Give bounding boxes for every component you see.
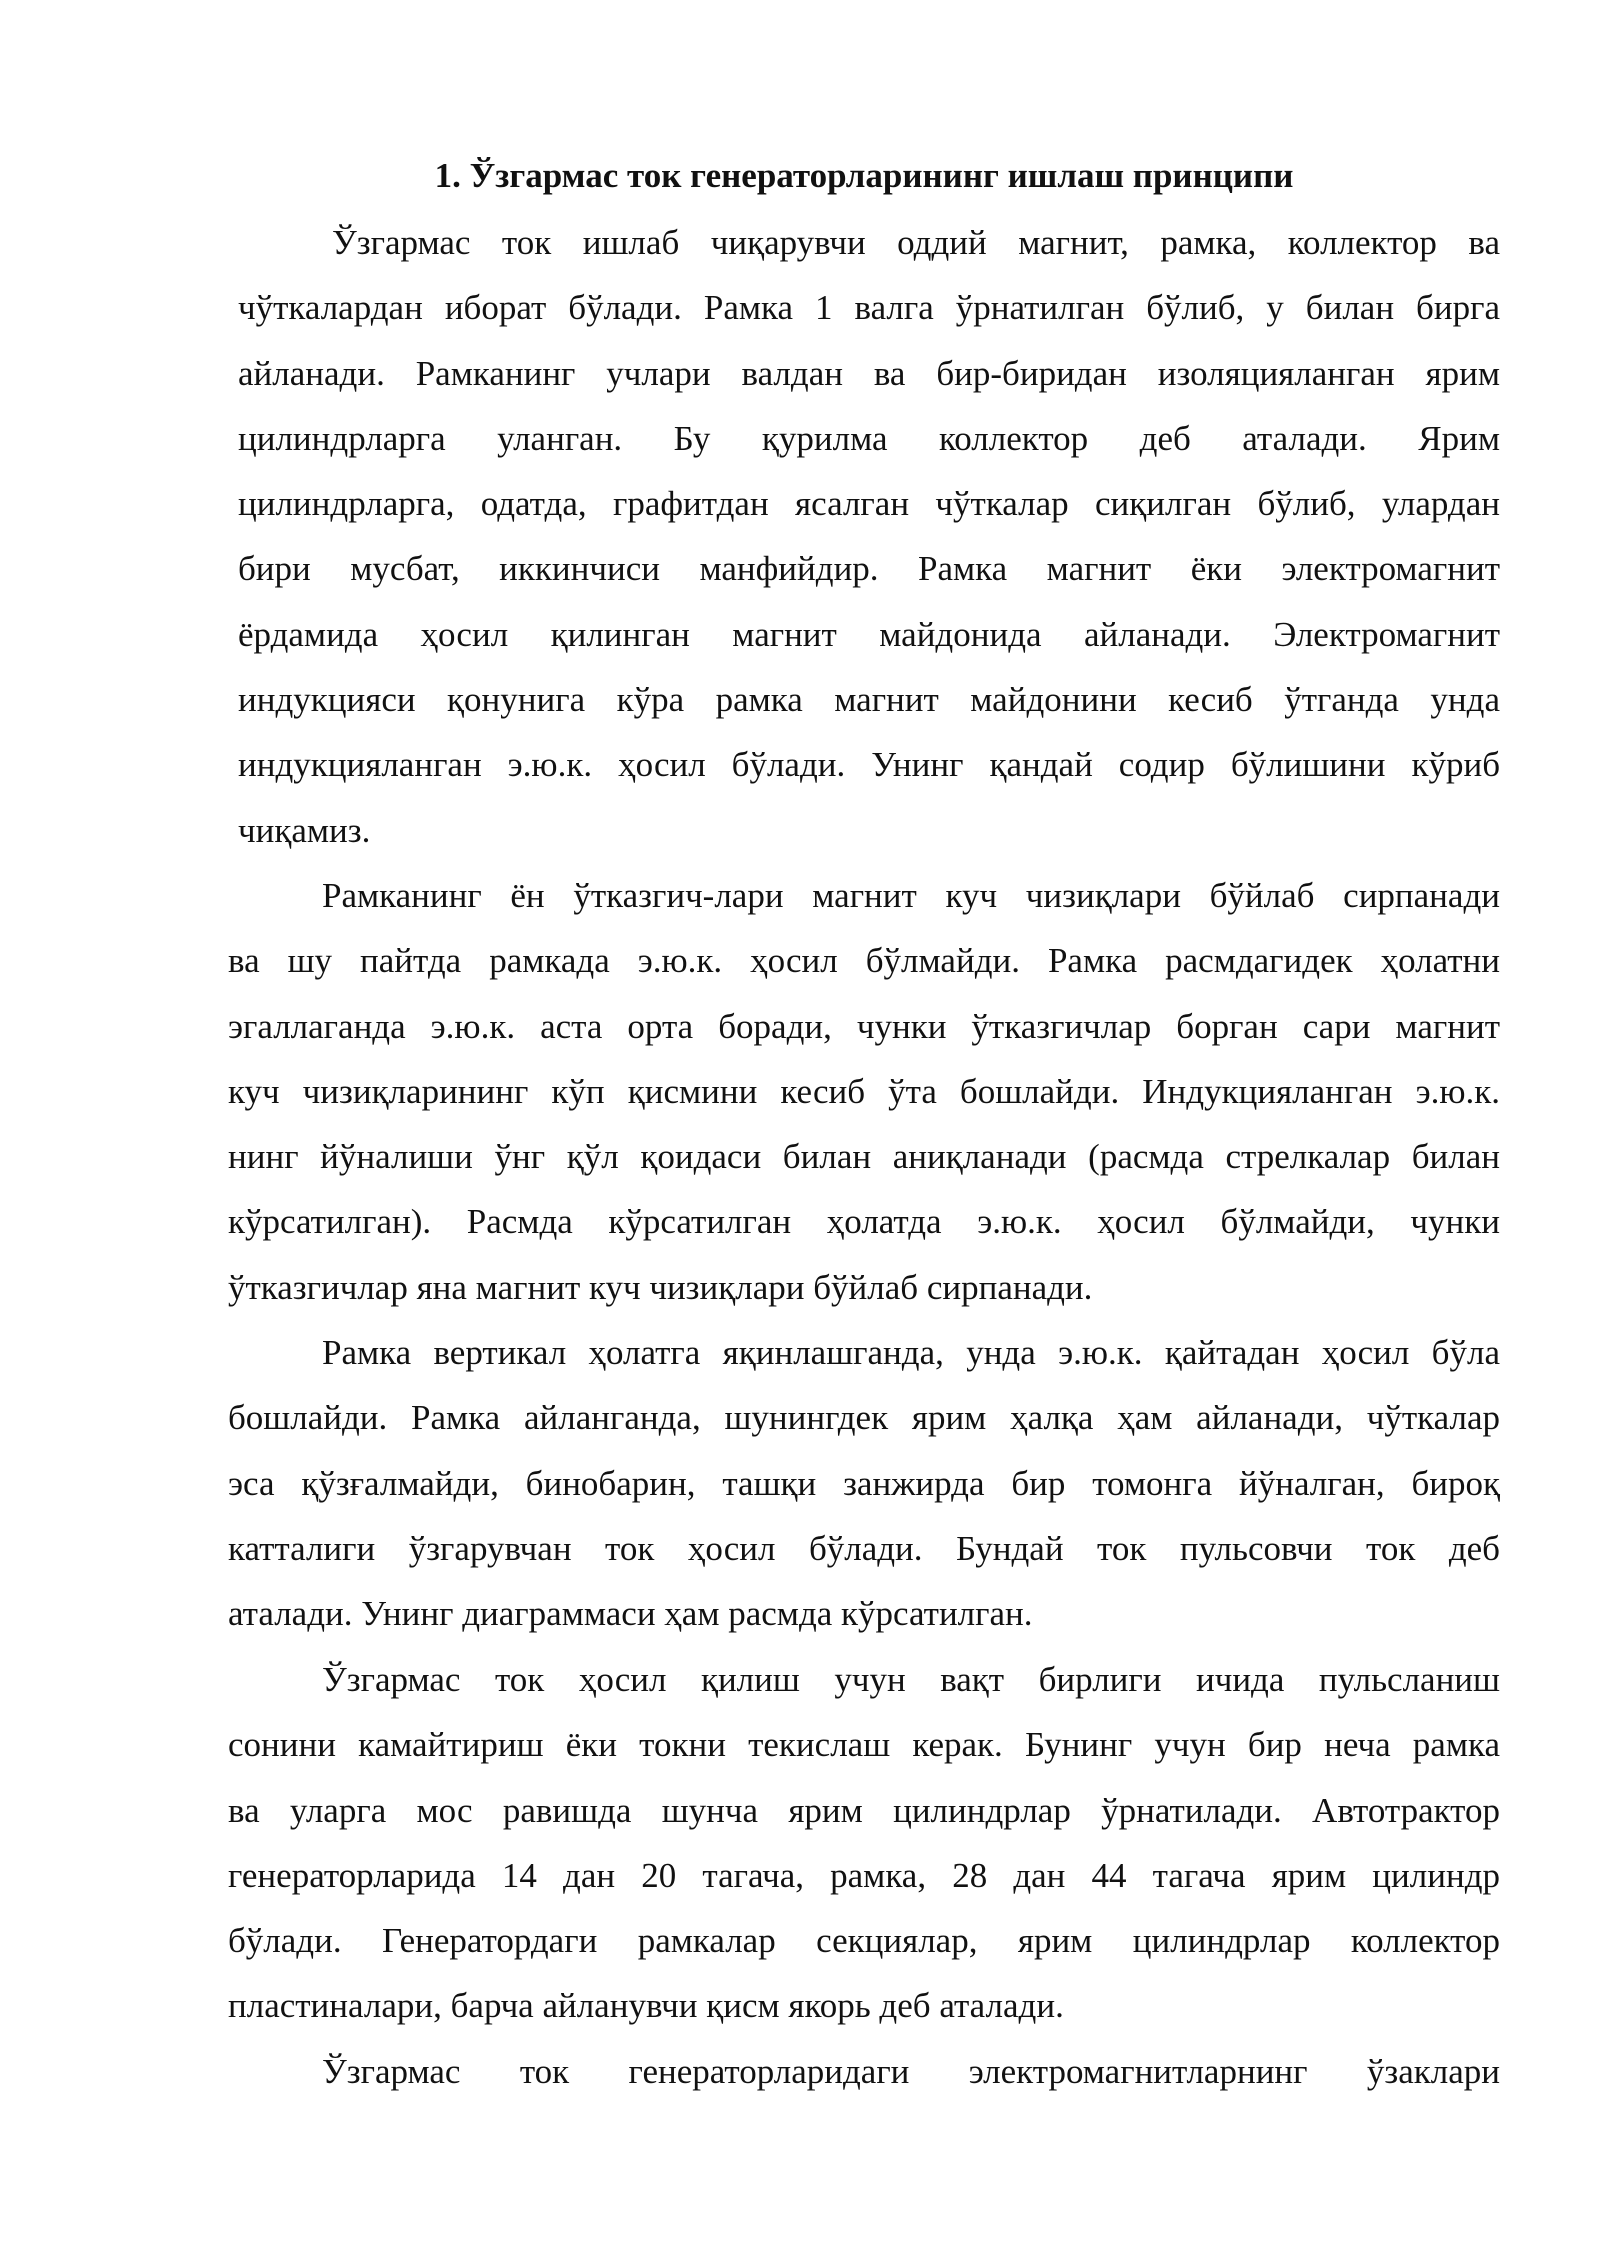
text-line: цилиндрларга уланган. Бу қурилма коллектор деб аталади. Ярим xyxy=(238,418,1500,458)
text-line: ўтказгичлар яна магнит куч чизиқлари бўйлаб сирпанади. xyxy=(228,1267,1093,1307)
text-line: ва уларга мос равишда шунча ярим цилиндрлар ўрнатилади. Автотрактор xyxy=(228,1790,1500,1830)
text-line: Ўзгармас ток ҳосил қилиш учун вақт бирлиги ичида пульсланиш xyxy=(322,1660,1500,1699)
text-line: пластиналари, барча айланувчи қисм якорь деб аталади. xyxy=(228,1986,1064,2026)
text-line: эса қўзғалмайди, бинобарин, ташқи занжирда бир томонга йўналган, бироқ xyxy=(228,1463,1500,1503)
text-line: Ўзгармас ток ишлаб чиқарувчи оддий магнит, рамка, коллектор ва xyxy=(332,223,1500,262)
text-line: Рамканинг ён ўтказгич-лари магнит куч чизиқлари бўйлаб сирпанади xyxy=(322,876,1500,915)
text-line: Ўзгармас ток генераторларидаги электромагнитларнинг ўзаклари xyxy=(322,2052,1500,2091)
text-line: сонини камайтириш ёки токни текислаш керак. Бунинг учун бир неча рамка xyxy=(228,1725,1500,1765)
text-line: чўткалардан иборат бўлади. Рамка 1 валга ўрнатилган бўлиб, у билан бирга xyxy=(238,288,1500,328)
text-line: айланади. Рамканинг учлари валдан ва бир-биридан изоляцияланган ярим xyxy=(238,353,1500,393)
text-line: кўрсатилган). Расмда кўрсатилган ҳолатда э.ю.к. ҳосил бўлмайди, чунки xyxy=(228,1202,1500,1242)
paragraph xyxy=(228,1320,1500,1646)
paragraph xyxy=(228,2039,1500,2104)
text-line: генераторларида 14 дан 20 тагача, рамка, 28 дан 44 тагача ярим цилиндр xyxy=(228,1855,1500,1895)
text-line: бири мусбат, иккинчиси манфийдир. Рамка магнит ёки электромагнит xyxy=(238,549,1500,589)
text-line: Рамка вертикал ҳолатга яқинлашганда, унда э.ю.к. қайтадан ҳосил бўла xyxy=(322,1333,1500,1372)
paragraph xyxy=(238,210,1500,863)
text-line: чиқамиз. xyxy=(238,810,371,850)
text-line: нинг йўналиши ўнг қўл қоидаси билан аниқланади (расмда стрелкалар билан xyxy=(228,1137,1500,1177)
text-line: цилиндрларга, одатда, графитдан ясалган чўткалар сиқилган бўлиб, улардан xyxy=(238,484,1500,524)
section-heading: 1. Ўзгармас ток генераторларининг ишлаш принципи xyxy=(434,156,1294,195)
paragraph xyxy=(228,863,1500,1320)
text-line: ва шу пайтда рамкада э.ю.к. ҳосил бўлмайди. Рамка расмдагидек ҳолатни xyxy=(228,941,1500,981)
text-line: куч чизиқларининг кўп қисмини кесиб ўта бошлайди. Индукцияланган э.ю.к. xyxy=(228,1071,1500,1111)
text-line: индукцияланган э.ю.к. ҳосил бўлади. Унинг қандай содир бўлишини кўриб xyxy=(238,745,1500,785)
text-line: эгаллаганда э.ю.к. аста орта боради, чунки ўтказгичлар борган сари магнит xyxy=(228,1006,1500,1046)
text-line: катталиги ўзгарувчан ток ҳосил бўлади. Бундай ток пульсовчи ток деб xyxy=(228,1528,1500,1568)
text-line: ёрдамида ҳосил қилинган магнит майдонида айланади. Электромагнит xyxy=(238,614,1500,654)
text-line: бўлади. Генератордаги рамкалар секциялар, ярим цилиндрлар коллектор xyxy=(228,1921,1500,1961)
text-line: аталади. Унинг диаграммаси ҳам расмда кўрсатилган. xyxy=(228,1594,1033,1634)
text-line: индукцияси қонунига кўра рамка магнит майдонини кесиб ўтганда унда xyxy=(238,680,1500,720)
paragraph xyxy=(228,1647,1500,2039)
text-line: бошлайди. Рамка айланганда, шунингдек ярим ҳалқа ҳам айланади, чўткалар xyxy=(228,1398,1500,1438)
